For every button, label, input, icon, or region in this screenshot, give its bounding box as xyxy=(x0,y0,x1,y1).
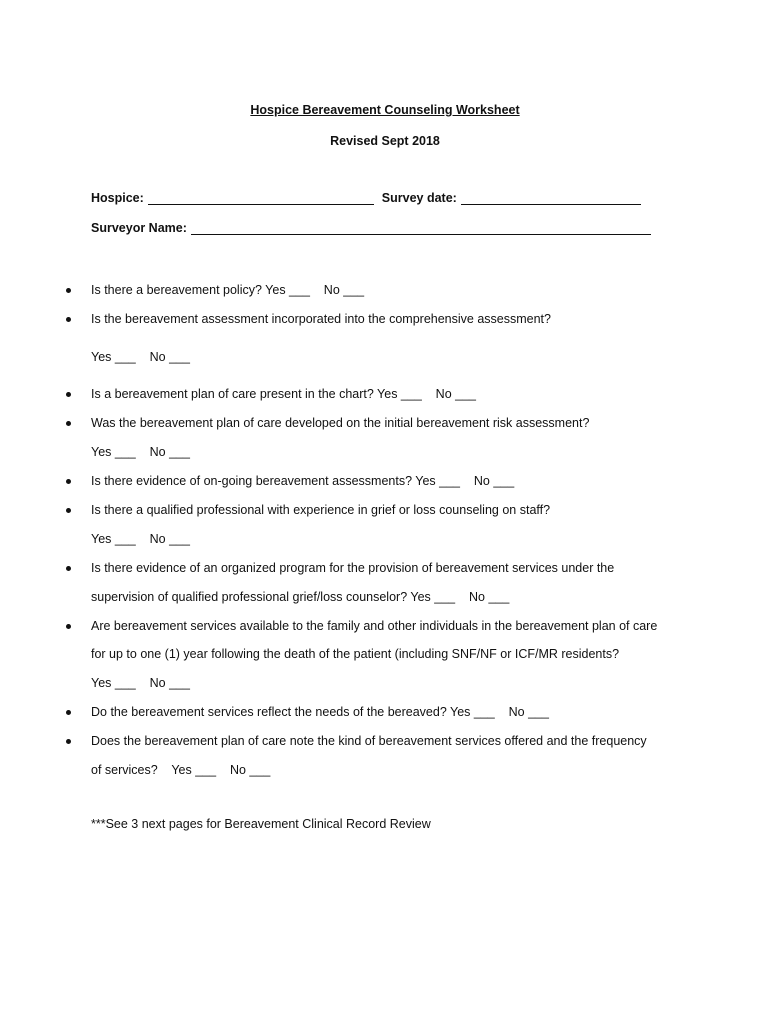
question-continuation: supervision of qualified professional grief/loss counselor? Yes ___ No ___ xyxy=(91,590,510,604)
question-continuation: Yes ___ No ___ xyxy=(91,350,190,364)
hospice-field[interactable] xyxy=(148,192,374,205)
document-subtitle: Revised Sept 2018 xyxy=(330,134,440,148)
question-text: Does the bereavement plan of care note the kind of bereavement services offered and the frequency xyxy=(91,734,647,748)
document-title: Hospice Bereavement Counseling Worksheet xyxy=(250,103,520,117)
question-text: Is the bereavement assessment incorporated into the comprehensive assessment? xyxy=(91,312,551,326)
question-text: Is there a bereavement policy? Yes ___ No ___ xyxy=(91,283,365,297)
surveyor-row xyxy=(91,221,651,235)
question-text: Is a bereavement plan of care present in the chart? Yes ___ No ___ xyxy=(91,387,476,401)
question-continuation: of services? Yes ___ No ___ xyxy=(91,763,271,777)
bullet-icon xyxy=(66,421,71,426)
bullet-icon xyxy=(66,739,71,744)
surveyor-name-field[interactable] xyxy=(191,222,651,235)
bullet-icon xyxy=(66,288,71,293)
hospice-survey-row xyxy=(91,191,641,205)
question-text: Do the bereavement services reflect the needs of the bereaved? Yes ___ No ___ xyxy=(91,705,549,719)
question-continuation: for up to one (1) year following the death of the patient (including SNF/NF or ICF/MR residents? xyxy=(91,647,620,661)
bullet-icon xyxy=(66,317,71,322)
bullet-icon xyxy=(66,479,71,484)
question-text: Is there evidence of an organized program for the provision of bereavement services under the xyxy=(91,561,615,575)
footnote: ***See 3 next pages for Bereavement Clinical Record Review xyxy=(91,817,431,831)
bullet-icon xyxy=(66,392,71,397)
question-continuation: Yes ___ No ___ xyxy=(91,532,190,546)
question-text: Is there a qualified professional with experience in grief or loss counseling on staff? xyxy=(91,503,551,517)
bullet-icon xyxy=(66,508,71,513)
bullet-icon xyxy=(66,566,71,571)
hospice-label: Hospice: xyxy=(91,191,144,205)
bullet-icon xyxy=(66,624,71,629)
question-text: Is there evidence of on-going bereavement assessments? Yes ___ No ___ xyxy=(91,474,515,488)
question-text: Are bereavement services available to the family and other individuals in the bereavement plan of care xyxy=(91,619,658,633)
survey-date-field[interactable] xyxy=(461,192,641,205)
surveyor-name-label: Surveyor Name: xyxy=(91,221,187,235)
survey-date-label: Survey date: xyxy=(381,191,457,205)
bullet-icon xyxy=(66,710,71,715)
question-continuation: Yes ___ No ___ xyxy=(91,445,190,459)
question-continuation: Yes ___ No ___ xyxy=(91,676,190,690)
question-text: Was the bereavement plan of care developed on the initial bereavement risk assessment? xyxy=(91,416,590,430)
